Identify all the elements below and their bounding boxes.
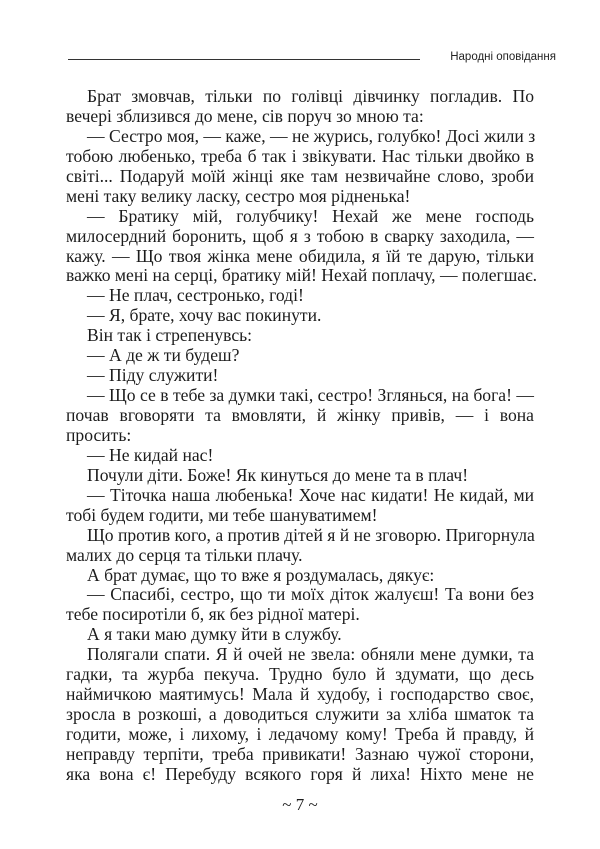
paragraph — [66, 466, 534, 486]
text-line: наймичкою маятимусь! Мала й худобу, і господарство своє, — [66, 684, 534, 705]
text-line: просить: — [66, 424, 132, 445]
paragraph — [66, 486, 534, 526]
text-line: А я таки маю думку йти в службу. — [87, 624, 342, 645]
text-line: — Тіточка наша любенька! Хоче нас кидати! Не кидай, ми — [87, 484, 534, 505]
paragraph — [66, 306, 534, 326]
body-text — [66, 86, 538, 785]
text-line: — Не кидай нас! — [87, 444, 214, 465]
text-line: Почули діти. Боже! Як кинуться до мене та в плач! — [87, 464, 469, 485]
text-line: А брат думає, що то вже я роздумалась, дякує: — [87, 564, 435, 585]
page-number: ~ 7 ~ — [282, 795, 318, 814]
paragraph — [66, 625, 534, 645]
paragraph — [66, 127, 534, 207]
paragraph — [66, 346, 534, 366]
text-line: — Не плач, сестронько, годі! — [87, 285, 304, 306]
running-header-title: Народні оповідання — [450, 51, 556, 63]
text-line: — А де ж ти будеш? — [87, 345, 240, 366]
paragraph — [66, 585, 534, 625]
text-line: яка вона є! Перебуду всякого горя й лиха! Ніхто мене не — [66, 763, 534, 784]
text-line: Що против кого, а против дітей я й не зговорю. Пригорнула — [87, 524, 535, 545]
text-line: Полягали спати. Я й очей не звела: обняли мене думки, та — [87, 644, 534, 665]
paragraph — [66, 446, 534, 466]
paragraph — [66, 645, 534, 785]
paragraph — [66, 87, 534, 127]
text-line: неправду терпіти, треба привикати! Зазнаю чужої сторони, — [66, 743, 534, 764]
text-line: тебе посиротіли б, як без рідної матері. — [66, 604, 360, 625]
text-line: тобі будем годити, ми тебе шануватимем! — [66, 504, 378, 525]
paragraph — [66, 526, 534, 566]
paragraph — [66, 326, 534, 346]
text-line: — Спасибі, сестро, що ти моїх діток жалуєш! Та вони без — [87, 584, 534, 605]
text-line: мені таку велику ласку, сестро моя рідненька! — [66, 185, 411, 206]
text-line: вечері зблизився до мене, сів поруч зо мною та: — [66, 105, 424, 126]
text-line: важко мені на серці, братику мій! Нехай поплачу, — полегшає. — [66, 265, 538, 286]
text-line: Він так і стрепенувсь: — [87, 325, 253, 346]
text-line: — Піду служити! — [87, 365, 219, 386]
text-line: — Сестро моя, — каже, — не журись, голубко! Досі жили з — [87, 125, 536, 146]
paragraph — [66, 566, 534, 586]
paragraph — [66, 366, 534, 386]
text-line: — Що се в тебе за думки такі, сестро! Зглянься, на бога! — — [87, 385, 534, 406]
text-line: тобою любенько, треба б так і звікувати. Нас тільки двойко в — [66, 145, 534, 166]
text-line: зросла в розкоші, а доводиться служити за хліба шматок та — [66, 704, 534, 725]
text-line: — Братику мій, голубчику! Нехай же мене господь — [87, 205, 534, 226]
paragraph — [66, 205, 538, 287]
text-line: Брат змовчав, тільки по голівці дівчинку погладив. По — [87, 86, 534, 106]
paragraph — [66, 286, 534, 306]
paragraph — [66, 386, 534, 446]
text-line: малих до серця та тільки плачу. — [66, 544, 303, 565]
header-rule — [68, 59, 420, 60]
text-line: кажу. — Що твоя жінка мене обидила, я їй те дарую, тільки — [66, 245, 534, 266]
text-line: — Я, брате, хочу вас покинути. — [87, 305, 322, 326]
text-line: милосердний боронить, щоб я з тобою в сварку заходила, — — [66, 225, 534, 246]
text-line: почав вговоряти та вмовляти, й жінку привів, — і вона — [66, 405, 534, 425]
text-line: гадки, та журба пекуча. Трудно було й здумати, що десь — [66, 664, 534, 685]
text-line: годити, може, і лихому, і ледачому кому! Треба й правду, й — [66, 724, 534, 744]
text-line: світі... Подаруй моїй жінці яке там незвичайне слово, зроби — [66, 165, 534, 186]
